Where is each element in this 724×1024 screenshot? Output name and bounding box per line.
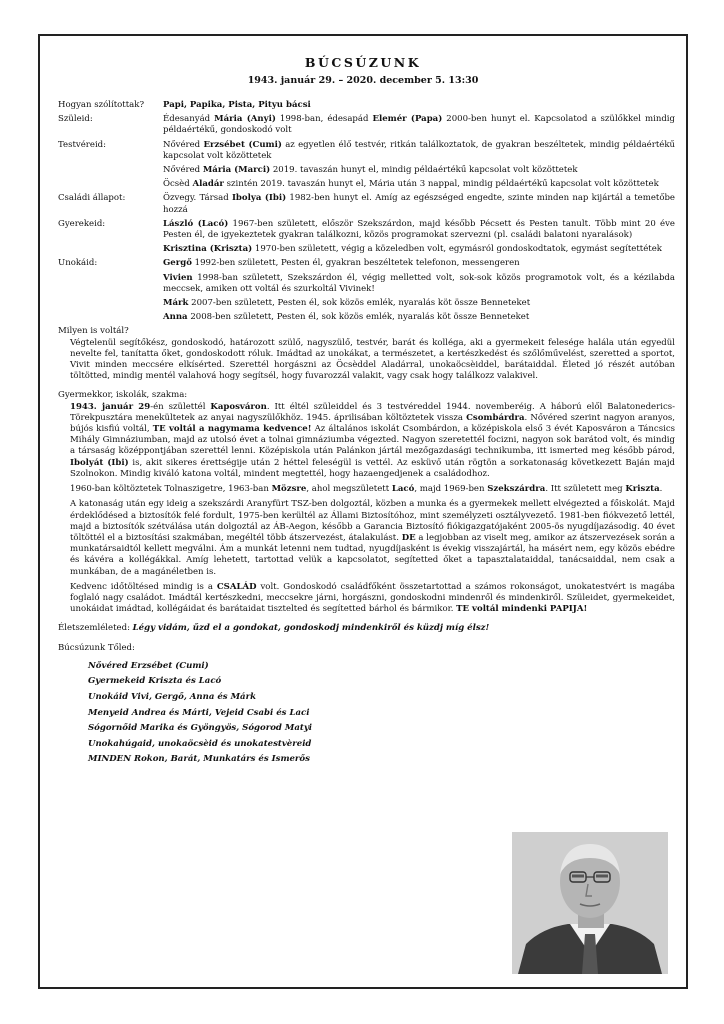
page-title: BÚCSÚZUNK	[304, 55, 422, 70]
family-paragraph: Kedvenc időtöltésed mindig is a CSALÁD volt. Gondoskodó családfőként összetartottad a számos rokonságot, unokatestvért is magába foglaló nagy családot. Imádtál kertészkedni, meccsekre járni, horgászni, gondoskodni mindenről és mindenkiről. Szüleidet, gyermekeidet, unokáidat imádtad, kollégáidat és barátaidat tisztelted és segítetted bárhol és bármikor. TE voltál mindenki PAPIJA!	[70, 581, 675, 615]
signer-line: Menyeid Andrea és Márti, Vejeid Csabi és Laci	[88, 707, 310, 718]
grandchildren-value	[163, 258, 675, 323]
sibling-item: Öcsèd Aladár szintén 2019. tavaszán hunyt el, Mária után 3 nappal, mindig példaértékű kapcsolat volt közöttetek	[163, 179, 659, 190]
grandchild-item: Anna 2008-ben született, Pesten él, sok közös emlék, nyaralás köt össze Benneteket	[163, 312, 530, 323]
signer-line: Sógornőid Marika és Gyöngyös, Sógorod Matyi	[88, 723, 313, 734]
signer-line: MINDEN Rokon, Barát, Munkatárs és Ismerős	[88, 754, 310, 765]
portrait-photo	[512, 832, 668, 974]
signer-line: Nővéred Erzsébet (Cumi)	[88, 660, 209, 671]
character-label: Milyen is voltál?	[58, 326, 129, 337]
sibling-item: Nővéred Erzsébet (Cumi) az egyetlen élő testvér, ritkán találkoztatok, de gyakran beszéltetek, mindig példaértékű kapcsolat volt közöttetek	[163, 139, 676, 161]
motto-text: Légy vidám, űzd el a gondokat, gondoskodj mindenkiről és küzdj míg élsz!	[132, 623, 490, 634]
nickname-label: Hogyan szólítottak?	[58, 100, 145, 110]
parents-label: Szüleid:	[58, 114, 93, 125]
children-label: Gyerekeid:	[58, 218, 106, 229]
childhood-text	[70, 402, 675, 616]
marital-label: Családi állapot:	[58, 193, 126, 204]
siblings-row	[58, 140, 675, 191]
page-frame	[38, 34, 688, 989]
grandchild-item: Gergő 1992-ben született, Pesten él, gyakran beszéltetek telefonon, messengeren	[163, 258, 520, 269]
grandchild-item: Márk 2007-ben született, Pesten él, sok közös emlék, nyaralás köt össze Benneteket	[163, 298, 531, 309]
marital-value: Özvegy. Társad Ibolya (Ibi) 1982-ben hunyt el. Amíg az egészséged engedte, szinte minden nap kijártál a temetőbe hozzá	[163, 193, 675, 215]
children-row	[58, 219, 675, 256]
nickname-row	[58, 100, 675, 111]
signers-list	[88, 659, 675, 768]
signer-line: Unokahúgaid, unokaöcsèid és unokatestvèreid	[88, 738, 312, 749]
obituary-body	[58, 100, 675, 768]
parents-row	[58, 114, 675, 136]
childhood-paragraph: 1943. január 29-én születtél Kaposváron. Itt éltél szüleiddel és 3 testvéreddel 1944. novemberéig. A háború elől Balatonederics-Törekpusztára menekültetek az anyai nagyszülőkhöz. 1945. áprilisában költöztetek vissza Csombárdra. Nővéred szerint nagyon aranyos, bújós kisfiú voltál, TE voltál a nagymama kedvence! Az általános iskolát Csombárdon, a középiskola első 3 évét Kaposváron a Táncsics Mihály Gimnáziumban, majd az utolsó évet a tolnai gimnáziumba végezted. Nagyon szeretettél focizni, nagyon sok barátod volt, és mindig a társaság középpontjában szerettél lenni. Középiskola után Palánkon jártál mezőgazdasági technikumba, itt ismerted meg később párod, Ibolyát (Ibi) is, akit sikeres érettségije után 2 héttel feleségül is vettél. Az esküvő után rögtön a sorkatonaság következett Baján majd Szolnokon. Mindig kiváló katona voltál, mindent megtettél, hogy hazaengedjenek a családodhoz.	[70, 401, 675, 479]
parents-value: Édesanyád Mária (Anyi) 1998-ban, édesapád Elemér (Papa) 2000-ben hunyt el. Kapcsolatod a szülőkkel mindig példaértékű, gondoskodó volt	[163, 114, 675, 136]
siblings-value	[163, 140, 675, 191]
grandchildren-row	[58, 258, 675, 323]
marital-row	[58, 193, 675, 215]
signer-line: Gyermekeid Kriszta és Lacó	[88, 676, 222, 687]
child-item: Krisztina (Kriszta) 1970-ben született, végig a közeledben volt, egymásról gondoskodtatok, egymást segítettétek	[163, 244, 662, 255]
sibling-item: Nővéred Mária (Marci) 2019. tavaszán hunyt el, mindig példaértékű kapcsolat volt közöttetek	[163, 165, 578, 176]
life-dates: 1943. január 29. – 2020. december 5. 13:30	[247, 75, 479, 86]
grandchild-item: Vivien 1998-ban született, Szekszárdon él, végig melletted volt, sok-sok közös programotok volt, és a kézilabda meccsek, amiken ott voltál és szurkoltál Vivinek!	[163, 272, 675, 294]
children-value	[163, 219, 675, 256]
child-item: László (Lacó) 1967-ben született, először Szekszárdon, majd később Pécsett és Pesten tanult. Több mint 20 éve Pesten él, de igyekeztetek gyakran találkozni, közös programokat szervezni (pl. családi balatoni nyaralások)	[163, 218, 675, 241]
farewell-label: Búcsúzunk Tőled:	[58, 642, 135, 653]
motto-label: Életszemléleted:	[58, 623, 133, 634]
motto-row	[58, 623, 675, 634]
grandchildren-label: Unokáid:	[58, 258, 98, 269]
career-paragraph: A katonaság után egy ideig a szekszárdi Aranyfürt TSZ-ben dolgoztál, közben a munka és a gyermekek mellett elvégezted a főiskolát. Majd érdeklődésed a biztosítók felé fordult, 1975-ben kerültél az Állami Biztosítóhoz, mint személyzeti osztályvezető. 1981-ben fiókvezető lettél, majd a biztosítók szétválása után dolgoztál az ÁB-Aegon, később a Garancia Biztosító fiókigazgatójaként 2005-ös nyugdíjazásodig. 40 évet töltöttél el a biztosítási szakmában, megéltél több átszervezést, átalakulást. DE a legjobban az viselt meg, amikor az átszervezések során a munkatársaidtól kellett megválni. Ám a munkát letenni nem tudtad, nyugdíjasként is évekig visszajártál, ha másért nem, egy közös ebédre és kávéra a kollégákkal. Amíg lehetett, tartottad velük a kapcsolatot, segítetted őket a tapasztalataiddal, tanácsaiddal, nem csak a munkában, de a magánéletben is.	[70, 499, 675, 577]
childhood-paragraph: 1960-ban költöztetek Tolnaszigetre, 1963-ban Mözsre, ahol megszületett Lacó, majd 1969-ben Szekszárdra. Itt született meg Kriszta.	[70, 484, 663, 495]
portrait-image	[512, 832, 668, 974]
siblings-label: Testvéreid:	[58, 139, 107, 150]
childhood-label: Gyermekkor, iskolák, szakma:	[58, 390, 188, 401]
character-text: Végtelenül segítőkész, gondoskodó, határozott szülő, nagyszülő, testvér, barát és kolléga, aki a gyermekeit felesége halála után egyedül nevelte fel, tanítatta őket, gondoskodott róluk. Imádtad az unokákat, a természetet, a kertészkedést és szőlőművelést, szeretted a sportot, Vivit minden meccsére elkísérted. Szerettél horgászni az Öcsèddel Aladárral, unokaöcsèiddel, barátaiddal. Életed jó részét autóban töltötted, mindig mentél valahová hogy segítsél, hogy fuvarozzál valakit, vagy csak hogy találkozz valakivel.	[70, 337, 675, 382]
signer-line: Unokáid Vivi, Gergő, Anna és Márk	[88, 691, 257, 702]
nickname-value: Papi, Papika, Pista, Pityu bácsi	[163, 100, 311, 110]
